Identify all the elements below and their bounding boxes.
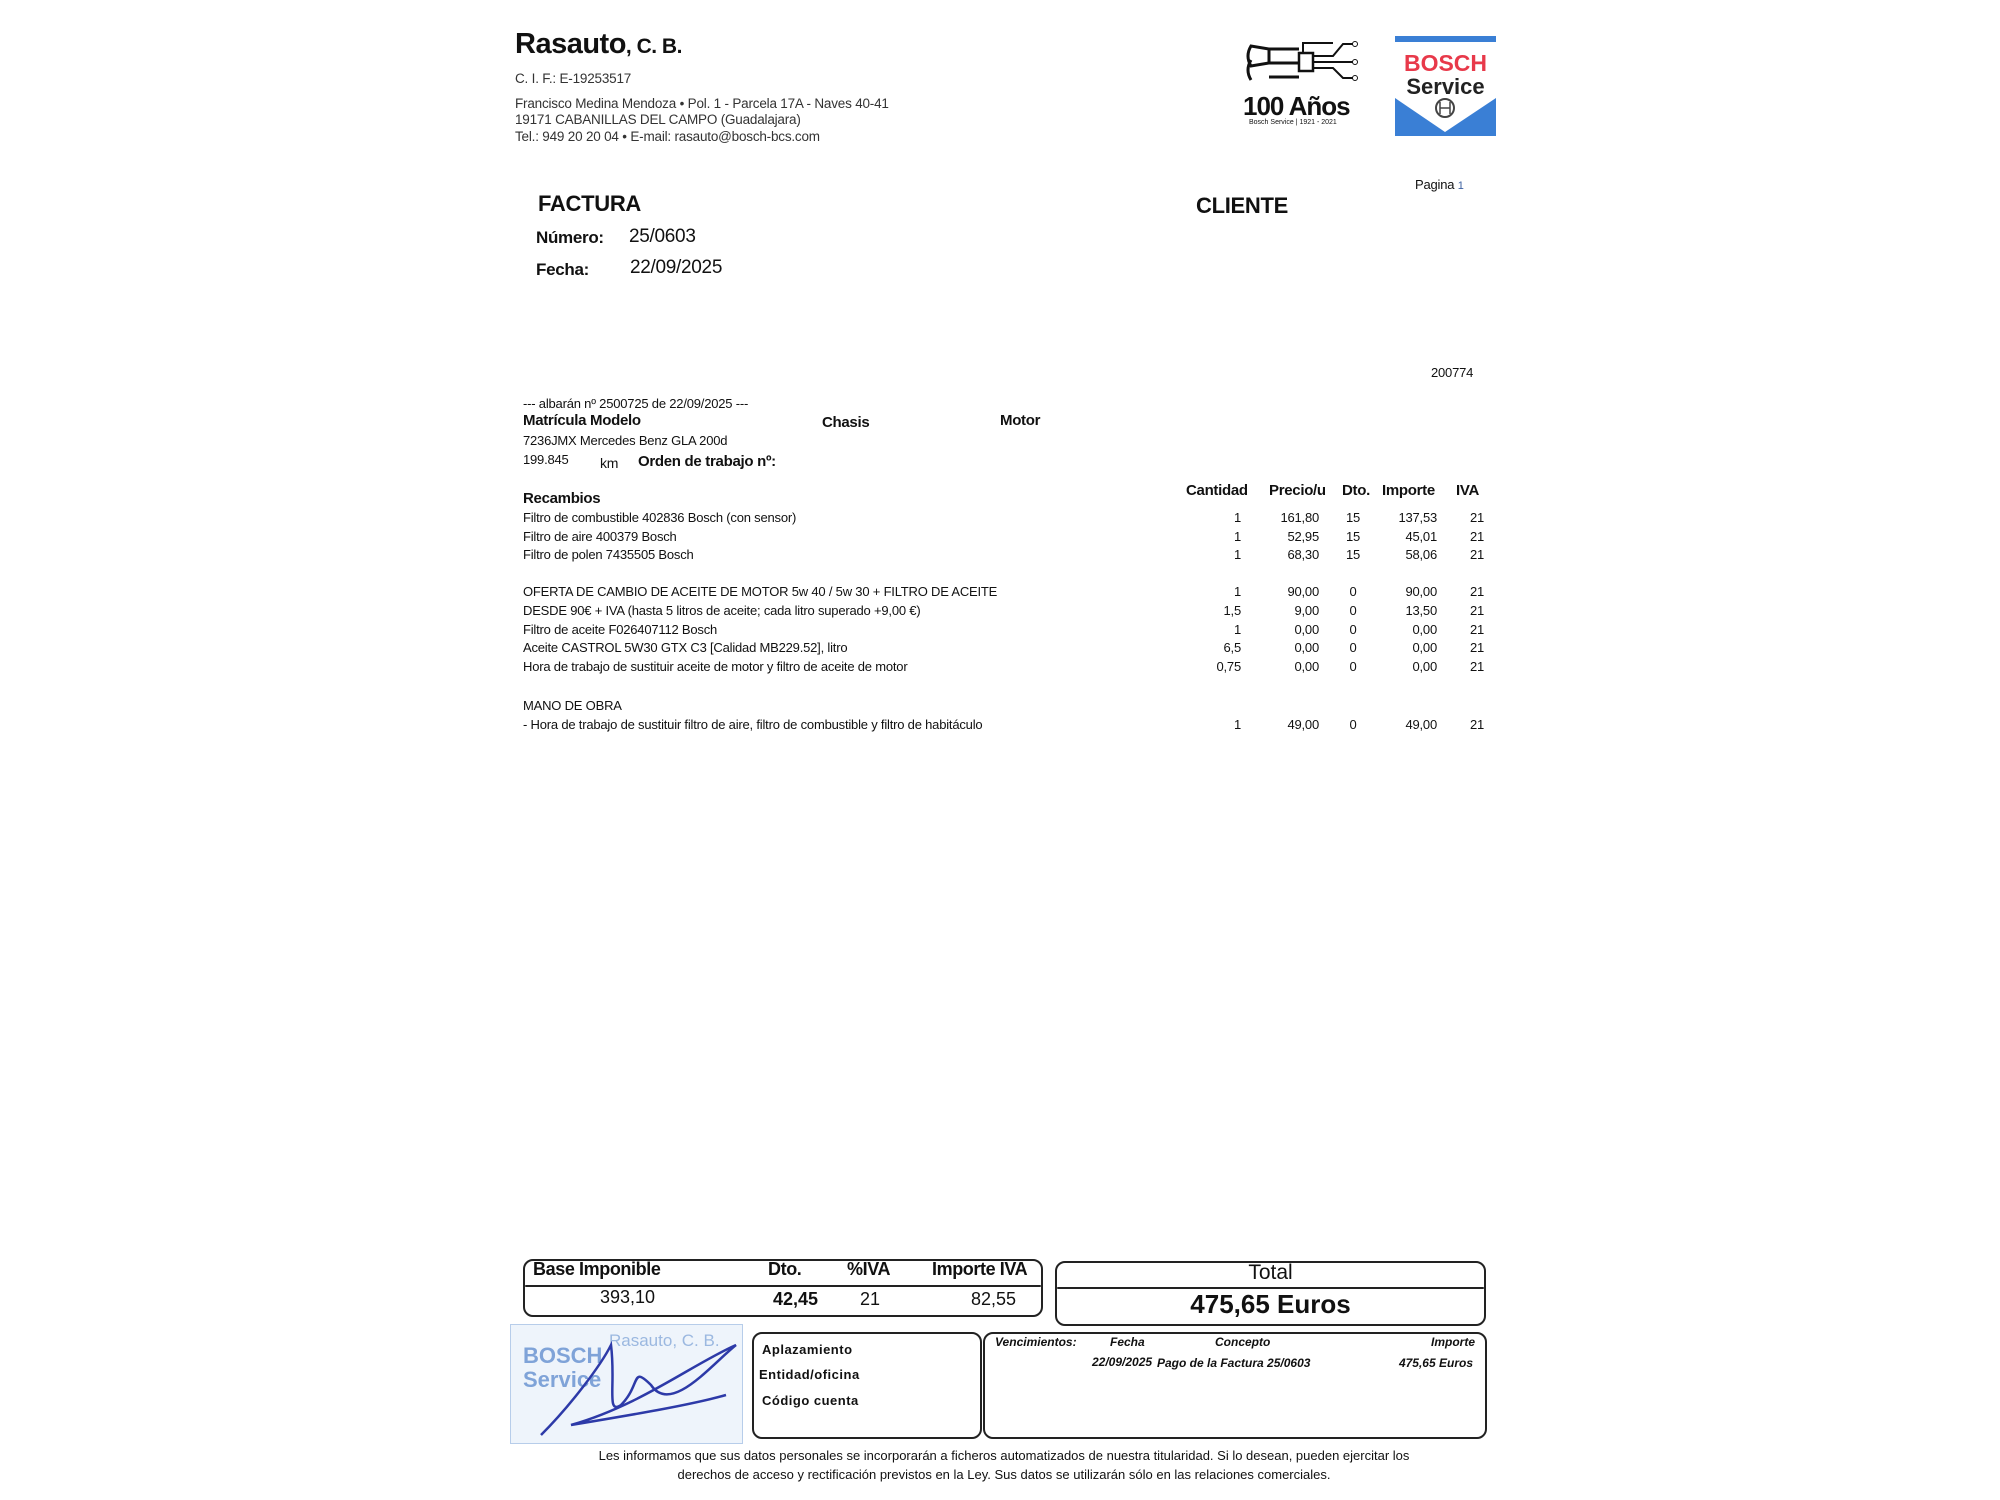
client-title: CLIENTE <box>1196 193 1289 218</box>
table-row <box>523 640 1488 658</box>
item-quantity: 6,5 <box>1223 640 1241 655</box>
item-description: Filtro de combustible 402836 Bosch (con sensor) <box>523 510 797 525</box>
item-discount: 0 <box>1349 717 1357 732</box>
item-amount: 0,00 <box>1412 659 1437 674</box>
section-parts: Recambios <box>523 490 601 507</box>
item-vat: 21 <box>1469 584 1484 599</box>
item-description: Filtro de polen 7435505 Bosch <box>523 547 694 562</box>
client-code: 200774 <box>1431 365 1474 380</box>
section-labor: MANO DE OBRA <box>523 698 622 713</box>
work-order-label: Orden de trabajo nº: <box>638 453 776 470</box>
item-discount: 15 <box>1345 547 1361 562</box>
company-address-2: 19171 CABANILLAS DEL CAMPO (Guadalajara) <box>515 112 801 127</box>
item-quantity: 0,75 <box>1216 659 1241 674</box>
item-unit-price: 0,00 <box>1294 659 1319 674</box>
col-unit-price: Precio/u <box>1269 482 1326 499</box>
table-row <box>523 547 1488 565</box>
dto-value: 42,45 <box>773 1289 819 1309</box>
payment-box <box>752 1332 982 1439</box>
item-description: - Hora de trabajo de sustituir filtro de aire, filtro de combustible y filtro de habitáculo <box>523 717 983 732</box>
account-label: Código cuenta <box>762 1393 859 1408</box>
totals-box <box>523 1259 1043 1317</box>
table-row <box>523 510 1488 528</box>
due-concept-label: Concepto <box>1215 1335 1271 1349</box>
vat-pct-label: %IVA <box>847 1259 891 1279</box>
privacy-notice-2: derechos de acceso y rectificación previstos en la Ley. Sus datos se utilizarán sólo en las relaciones comerciales. <box>677 1467 1331 1482</box>
table-row <box>523 659 1488 677</box>
item-quantity: 1 <box>1233 622 1241 637</box>
item-amount: 13,50 <box>1405 603 1437 618</box>
item-description: Aceite CASTROL 5W30 GTX C3 [Calidad MB229.52], litro <box>523 640 848 655</box>
item-vat: 21 <box>1469 510 1484 525</box>
item-amount: 137,53 <box>1398 510 1437 525</box>
plate-model-label: Matrícula Modelo <box>523 412 641 429</box>
company-name: Rasauto, C. B. <box>515 28 682 60</box>
due-concept: Pago de la Factura 25/0603 <box>1157 1356 1311 1370</box>
item-amount: 58,06 <box>1405 547 1437 562</box>
company-cif: C. I. F.: E-19253517 <box>515 71 632 86</box>
col-discount: Dto. <box>1342 482 1370 499</box>
item-amount: 90,00 <box>1405 584 1437 599</box>
bosch-armature-icon <box>1395 98 1496 136</box>
delivery-note: --- albarán nº 2500725 de 22/09/2025 --- <box>523 396 749 411</box>
wrench-circuit-icon <box>1243 38 1365 88</box>
item-description: DESDE 90€ + IVA (hasta 5 litros de aceite; cada litro superado +9,00 €) <box>523 603 921 618</box>
item-quantity: 1,5 <box>1223 603 1241 618</box>
company-stamp: BOSCH Service Rasauto, C. B. <box>510 1324 743 1444</box>
item-vat: 21 <box>1469 717 1484 732</box>
item-unit-price: 0,00 <box>1294 640 1319 655</box>
privacy-notice-1: Les informamos que sus datos personales se incorporarán a ficheros automatizados de nuestra titularidad. Si lo desean, pueden ejercitar los <box>598 1448 1410 1463</box>
bosch-service-logo: BOSCH Service <box>1395 36 1496 138</box>
table-row <box>523 622 1488 640</box>
item-description: OFERTA DE CAMBIO DE ACEITE DE MOTOR 5w 40 / 5w 30 + FILTRO DE ACEITE <box>523 584 998 599</box>
plate-model: 7236JMX Mercedes Benz GLA 200d <box>523 433 728 448</box>
item-quantity: 1 <box>1233 584 1241 599</box>
total-box <box>1055 1261 1486 1326</box>
due-date: 22/09/2025 <box>1092 1355 1153 1369</box>
table-row <box>523 603 1488 621</box>
due-amount-label: Importe <box>1430 1335 1475 1349</box>
page-indicator: Pagina 1 <box>1415 177 1464 192</box>
base-value: 393,10 <box>600 1287 656 1307</box>
anniversary-logo <box>1243 38 1365 130</box>
item-quantity: 1 <box>1233 529 1241 544</box>
km-value: 199.845 <box>523 452 569 467</box>
item-description: Hora de trabajo de sustituir aceite de motor y filtro de aceite de motor <box>523 659 908 674</box>
invoice-date-label: Fecha: <box>536 260 589 279</box>
item-discount: 0 <box>1349 659 1357 674</box>
invoice-number-label: Número: <box>536 228 604 247</box>
invoice-date: 22/09/2025 <box>630 257 723 278</box>
due-label: Vencimientos: <box>995 1335 1077 1349</box>
invoice-number: 25/0603 <box>629 226 696 247</box>
item-description: Filtro de aceite F026407112 Bosch <box>523 622 718 637</box>
item-discount: 15 <box>1345 510 1361 525</box>
company-address-1: Francisco Medina Mendoza • Pol. 1 - Parcela 17A - Naves 40-41 <box>515 96 889 111</box>
item-quantity: 1 <box>1233 510 1241 525</box>
engine-label: Motor <box>1000 412 1041 429</box>
due-date-label: Fecha <box>1110 1335 1145 1349</box>
item-quantity: 1 <box>1233 717 1241 732</box>
item-discount: 0 <box>1349 603 1357 618</box>
item-vat: 21 <box>1469 529 1484 544</box>
dto-label: Dto. <box>768 1259 802 1279</box>
invoice-title: FACTURA <box>538 191 642 216</box>
km-label: km <box>600 455 619 471</box>
anniversary-title: 100 Años <box>1243 91 1350 121</box>
item-vat: 21 <box>1469 603 1484 618</box>
col-vat: IVA <box>1456 482 1479 499</box>
item-discount: 0 <box>1349 622 1357 637</box>
entity-label: Entidad/oficina <box>759 1367 860 1382</box>
item-unit-price: 0,00 <box>1294 622 1319 637</box>
item-unit-price: 49,00 <box>1287 717 1319 732</box>
due-box <box>983 1332 1487 1439</box>
item-vat: 21 <box>1469 622 1484 637</box>
vat-amount-value: 82,55 <box>971 1289 1017 1309</box>
item-amount: 0,00 <box>1412 622 1437 637</box>
item-unit-price: 9,00 <box>1294 603 1319 618</box>
item-unit-price: 161,80 <box>1280 510 1319 525</box>
anniversary-subtitle: Bosch Service | 1921 - 2021 <box>1249 119 1337 126</box>
total-value: 475,65 Euros <box>1190 1289 1351 1319</box>
item-amount: 49,00 <box>1405 717 1437 732</box>
table-row <box>523 584 1488 602</box>
signature <box>511 1325 742 1443</box>
item-description: Filtro de aire 400379 Bosch <box>523 529 677 544</box>
vat-amount-label: Importe IVA <box>932 1259 1028 1279</box>
table-row <box>523 717 1488 735</box>
item-discount: 0 <box>1349 640 1357 655</box>
company-contact: Tel.: 949 20 20 04 • E-mail: rasauto@bosch-bcs.com <box>515 129 820 144</box>
item-amount: 0,00 <box>1412 640 1437 655</box>
item-vat: 21 <box>1469 547 1484 562</box>
item-vat: 21 <box>1469 659 1484 674</box>
item-unit-price: 68,30 <box>1287 547 1319 562</box>
deferral-label: Aplazamiento <box>762 1342 853 1357</box>
item-amount: 45,01 <box>1405 529 1437 544</box>
item-unit-price: 52,95 <box>1287 529 1319 544</box>
due-amount: 475,65 Euros <box>1398 1356 1473 1370</box>
item-vat: 21 <box>1469 640 1484 655</box>
table-row <box>523 529 1488 547</box>
item-quantity: 1 <box>1233 547 1241 562</box>
base-label: Base Imponible <box>533 1259 661 1279</box>
col-amount: Importe <box>1382 482 1435 499</box>
col-quantity: Cantidad <box>1186 482 1248 499</box>
total-label: Total <box>1248 1261 1293 1284</box>
item-discount: 15 <box>1345 529 1361 544</box>
chassis-label: Chasis <box>822 414 870 431</box>
item-unit-price: 90,00 <box>1287 584 1319 599</box>
vat-pct-value: 21 <box>860 1289 881 1309</box>
item-discount: 0 <box>1349 584 1357 599</box>
